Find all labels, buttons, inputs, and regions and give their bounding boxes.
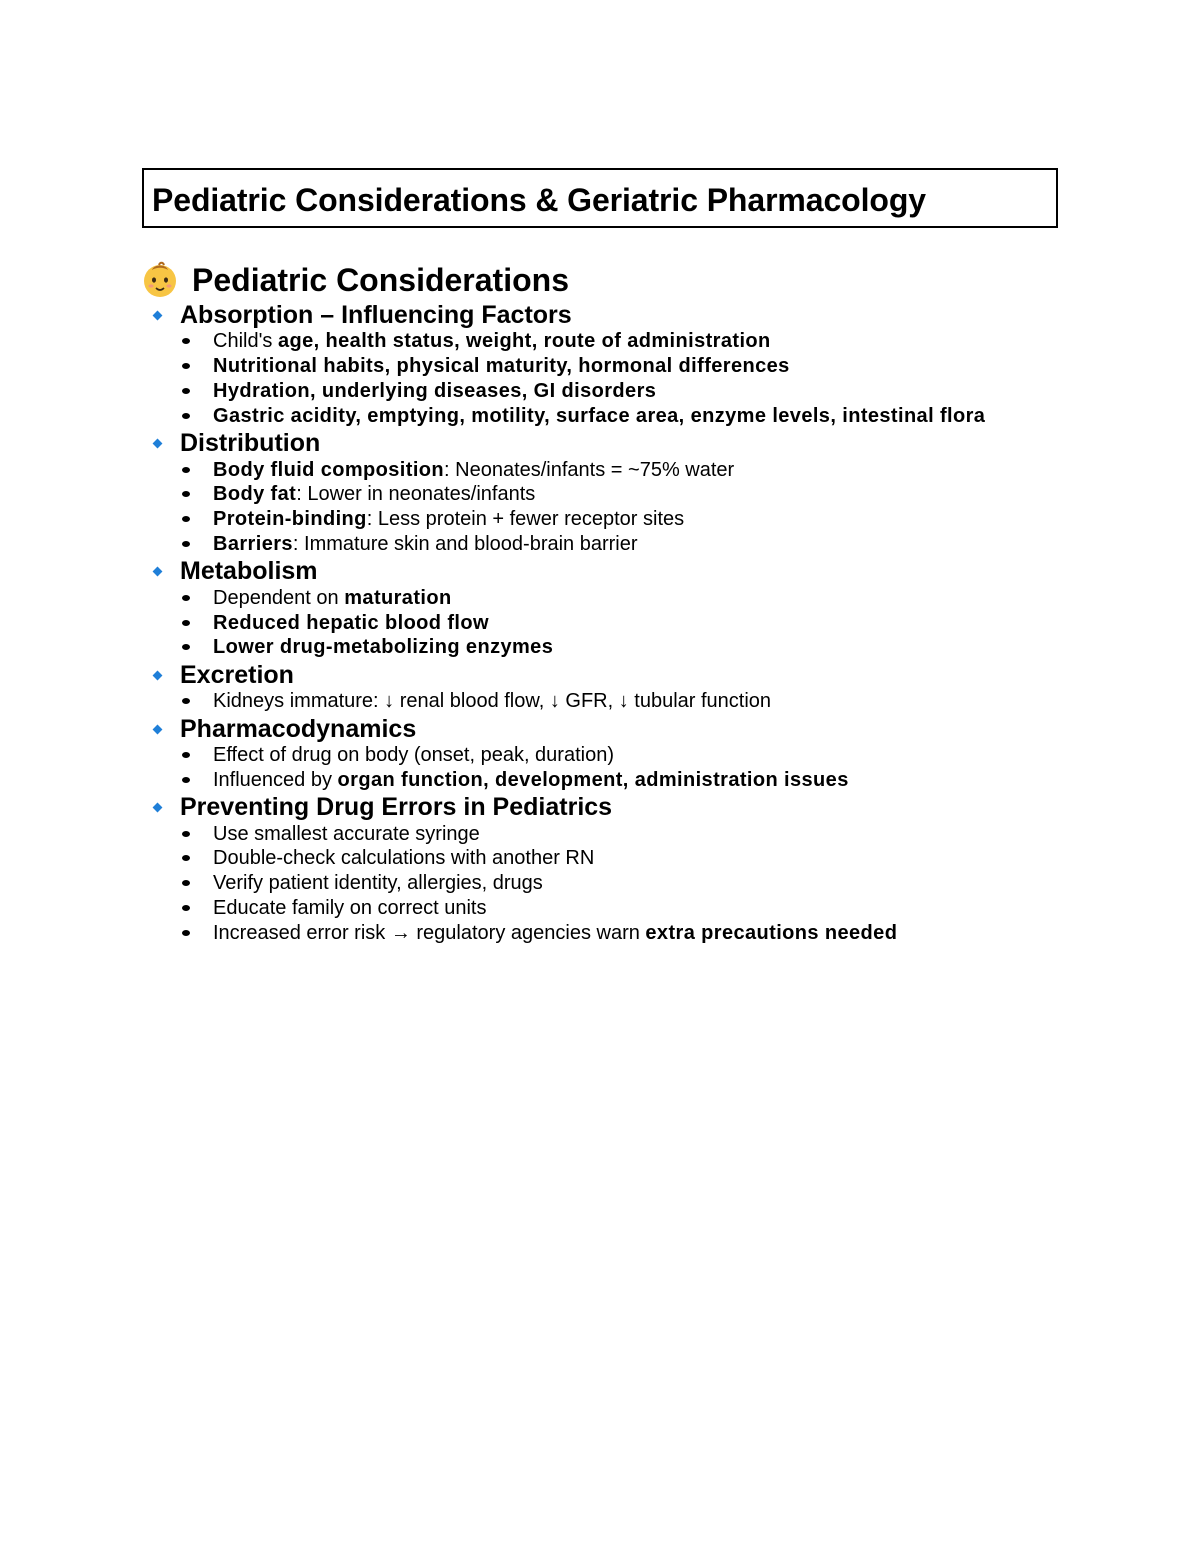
list-item: [182, 767, 1142, 792]
list-item-text: [213, 689, 771, 713]
plain-text: Educate family on correct units: [213, 896, 487, 919]
list-item-text: [213, 743, 614, 767]
subsection-heading: [150, 558, 1142, 585]
section-groups: [150, 302, 1142, 945]
list-item-text: [213, 507, 684, 531]
section-heading: [142, 258, 1142, 302]
subsection: [150, 430, 1142, 556]
list-item: [182, 846, 1142, 871]
list-item-text: [213, 458, 734, 482]
bullet-dot-icon: [182, 338, 190, 344]
baby-face-icon: [142, 261, 178, 299]
bold-text: Protein-binding: [213, 508, 367, 531]
bold-text: maturation: [344, 586, 452, 609]
document-title: Pediatric Considerations & Geriatric Pharmacology: [152, 182, 927, 218]
plain-text: Double-check calculations with another RN: [213, 847, 595, 870]
bullet-dot-icon: [182, 363, 190, 369]
list-item: [182, 507, 1142, 532]
bullet-dot-icon: [182, 905, 190, 911]
bold-text: Body fat: [213, 483, 297, 506]
subsection: [150, 558, 1142, 659]
list-item: [182, 354, 1142, 379]
bold-text: organ function, development, administration issues: [337, 768, 849, 791]
list-item-text: [213, 921, 897, 945]
list-item: [182, 871, 1142, 896]
plain-text: : Less protein + fewer receptor sites: [366, 508, 685, 531]
list-item: [182, 920, 1142, 945]
bullet-list: [150, 689, 1142, 714]
diamond-bullet-icon: [153, 670, 163, 680]
bullet-dot-icon: [182, 595, 190, 601]
plain-text: : Immature skin and blood-brain barrier: [292, 532, 638, 555]
list-item: [182, 610, 1142, 635]
diamond-bullet-icon: [153, 439, 163, 449]
list-item: [182, 329, 1142, 354]
list-item-text: [213, 768, 849, 792]
bold-text: Lower drug-metabolizing enzymes: [213, 636, 554, 659]
diamond-bullet-icon: [153, 803, 163, 813]
subsection: [150, 716, 1142, 793]
bullet-dot-icon: [182, 516, 190, 522]
bullet-list: [150, 743, 1142, 793]
bold-text: Gastric acidity, emptying, motility, surface area, enzyme levels, intestinal flora: [213, 404, 986, 427]
subsection-title: Metabolism: [180, 557, 318, 586]
list-item: [182, 896, 1142, 921]
list-item-text: [213, 379, 656, 403]
plain-text: Use smallest accurate syringe: [213, 822, 480, 845]
plain-text: Dependent on: [213, 586, 345, 609]
bold-text: Reduced hepatic blood flow: [213, 611, 489, 634]
list-item-text: [213, 871, 543, 895]
subsection-heading: [150, 302, 1142, 329]
list-item-text: [213, 329, 771, 353]
subsection: [150, 302, 1142, 428]
list-item: [182, 482, 1142, 507]
list-item: [182, 821, 1142, 846]
subsection: [150, 794, 1142, 945]
bullet-dot-icon: [182, 831, 190, 837]
bullet-list: [150, 821, 1142, 945]
subsection-title: Preventing Drug Errors in Pediatrics: [180, 793, 613, 822]
bullet-dot-icon: [182, 930, 190, 936]
pediatric-section: [142, 258, 1142, 947]
bullet-list: [150, 457, 1142, 556]
bullet-list: [150, 585, 1142, 659]
bold-text: extra precautions needed: [645, 921, 898, 944]
plain-text: Verify patient identity, allergies, drugs: [213, 872, 543, 895]
diamond-bullet-icon: [153, 724, 163, 734]
list-item-text: [213, 532, 638, 556]
subsection-heading: [150, 430, 1142, 457]
list-item-text: [213, 635, 553, 659]
document-title-box: [142, 168, 1058, 228]
bold-text: Barriers: [213, 532, 293, 555]
subsection-title: Absorption – Influencing Factors: [180, 301, 572, 329]
bullet-list: [150, 329, 1142, 428]
subsection-heading: [150, 662, 1142, 689]
plain-text: : Neonates/infants = ~75% water: [444, 458, 735, 481]
list-item-text: [213, 896, 486, 920]
subsection-heading: [150, 794, 1142, 821]
bold-text: Hydration, underlying diseases, GI disorders: [213, 379, 657, 402]
plain-text: Increased error risk → regulatory agencies warn: [213, 921, 646, 944]
bullet-dot-icon: [182, 752, 190, 758]
list-item: [182, 457, 1142, 482]
list-item-text: [213, 611, 489, 635]
list-item-text: [213, 404, 985, 428]
list-item: [182, 689, 1142, 714]
list-item: [182, 585, 1142, 610]
bullet-dot-icon: [182, 777, 190, 783]
list-item: [182, 403, 1142, 428]
plain-text: Influenced by: [213, 768, 338, 791]
list-item-text: [213, 482, 535, 506]
bullet-dot-icon: [182, 620, 190, 626]
bullet-dot-icon: [182, 413, 190, 419]
list-item-text: [213, 846, 594, 870]
list-item-text: [213, 586, 452, 610]
list-item: [182, 532, 1142, 557]
subsection-heading: [150, 716, 1142, 743]
list-item: [182, 635, 1142, 660]
list-item: [182, 379, 1142, 404]
subsection: [150, 662, 1142, 714]
subsection-title: Distribution: [180, 429, 321, 458]
list-item: [182, 743, 1142, 768]
diamond-bullet-icon: [153, 567, 163, 577]
bullet-dot-icon: [182, 880, 190, 886]
bold-text: age, health status, weight, route of administration: [277, 330, 771, 353]
list-item-text: [213, 354, 790, 378]
plain-text: : Lower in neonates/infants: [296, 483, 536, 506]
bullet-dot-icon: [182, 491, 190, 497]
bullet-dot-icon: [182, 698, 190, 704]
bold-text: Nutritional habits, physical maturity, hormonal differences: [213, 355, 790, 378]
subsection-title: Excretion: [180, 660, 294, 689]
subsection-title: Pharmacodynamics: [180, 714, 417, 743]
bullet-dot-icon: [182, 541, 190, 547]
section-title: Pediatric Considerations: [192, 262, 569, 298]
plain-text: Kidneys immature: ↓ renal blood flow, ↓ GFR, ↓ tubular function: [213, 690, 772, 713]
plain-text: Child's: [213, 330, 278, 353]
bullet-dot-icon: [182, 855, 190, 861]
bold-text: Body fluid composition: [213, 458, 445, 481]
bullet-dot-icon: [182, 644, 190, 650]
diamond-bullet-icon: [153, 311, 163, 321]
bullet-dot-icon: [182, 388, 190, 394]
plain-text: Effect of drug on body (onset, peak, duration): [213, 743, 614, 766]
bullet-dot-icon: [182, 467, 190, 473]
list-item-text: [213, 822, 480, 846]
